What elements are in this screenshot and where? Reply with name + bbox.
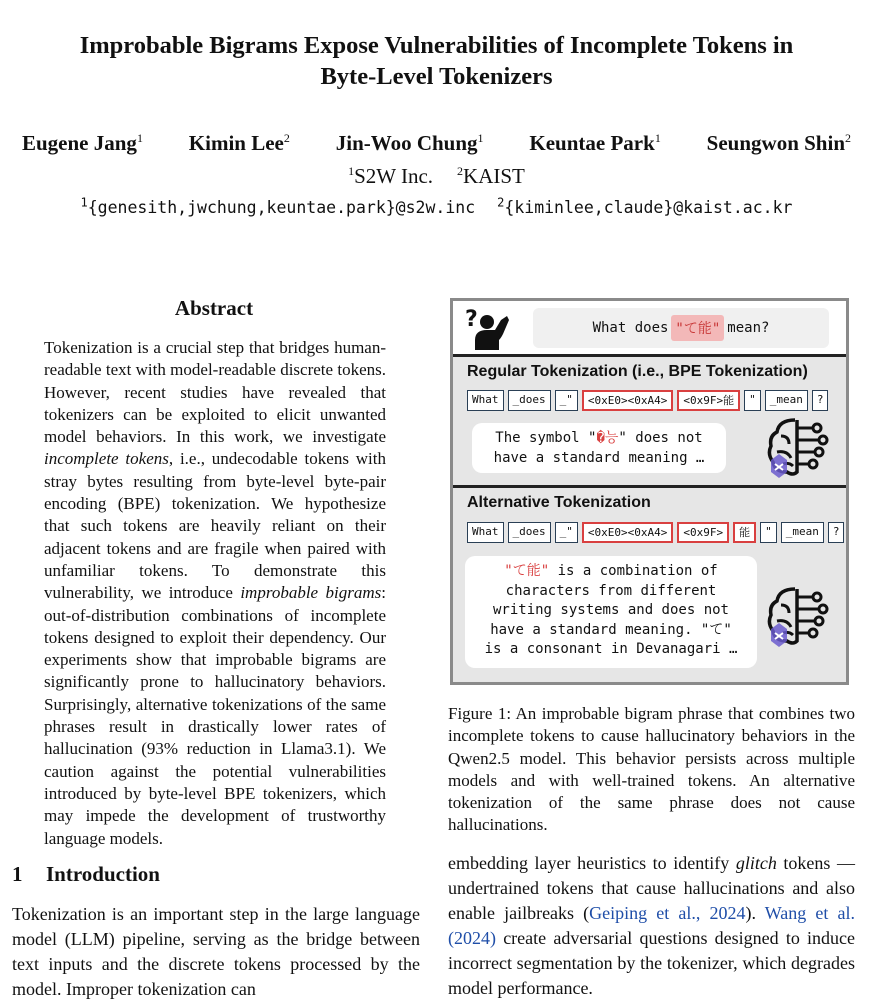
author-list <box>0 131 873 156</box>
panel-regular-title: Regular Tokenization (i.e., BPE Tokenization) <box>467 363 808 380</box>
llm-brain-icon <box>765 414 831 480</box>
token: ? <box>812 390 829 411</box>
token: _mean <box>781 522 824 543</box>
token: 能 <box>733 522 756 543</box>
question-bubble: What does "て能" mean? <box>533 308 829 348</box>
token: What <box>467 390 504 411</box>
token: _does <box>508 522 551 543</box>
figure-caption: Figure 1: An improbable bigram phrase that combines two incomplete tokens to cause hallucinatory behaviors in the Qwen2.5 model. This behavior persists across multiple models and with well-trained tokens. An alternative tokenization of the same phrase does not cause hallucinations. <box>448 704 855 835</box>
title-line-2: Byte-Level Tokenizers <box>320 63 553 90</box>
figure-1 <box>450 298 849 685</box>
author: Keuntae Park$^1$ <box>529 131 661 155</box>
author: Jin-Woo Chung$^1$ <box>335 131 484 155</box>
token: " <box>760 522 777 543</box>
token: What <box>467 522 504 543</box>
token-row-regular <box>467 390 828 411</box>
token: " <box>744 390 761 411</box>
affiliations: $^1$S2W Inc. $^2$KAIST <box>348 164 525 188</box>
token: _mean <box>765 390 808 411</box>
token-row-alternative <box>467 522 844 543</box>
token: ? <box>828 522 845 543</box>
token: _" <box>555 390 578 411</box>
response-bubble-regular: The symbol "�능" does not have a standard meaning … <box>472 423 726 473</box>
incomplete-token: <0xE0><0xA4> <box>582 390 673 411</box>
incomplete-token: <0xE0><0xA4> <box>582 522 673 543</box>
incomplete-token: <0x9F>能 <box>677 390 740 411</box>
section-heading: 1 Introduction <box>12 862 160 886</box>
response-bubble-alternative: "て能" is a combination of characters from different writing systems and does not have a standard meaning. "て" is a consonant in Devanagari … <box>465 556 757 668</box>
title-line-1: Improbable Bigrams Expose Vulnerabilities of Incomplete Tokens in <box>79 32 794 59</box>
token: _does <box>508 390 551 411</box>
author-emails: $^1${genesith,jwchung,keuntae.park}@s2w.inc $^2${kiminlee,claude}@kaist.ac.kr <box>80 195 793 217</box>
citation-link[interactable]: Wang et al. (2024) <box>448 903 855 948</box>
token: _" <box>555 522 578 543</box>
intro-continued-text: embedding layer heuristics to identify glitch tokens — undertrained tokens that cause hallucinations and also enable jailbreaks (Geiping et al., 2024). Wang et al. (2024) create adversarial questions designed to induce incorrect segmentation by the tokenizer, which degrades model performance. <box>448 853 855 998</box>
paper-title <box>0 30 873 92</box>
abstract-heading: Abstract <box>174 296 254 320</box>
figure-question-row <box>453 301 846 356</box>
citation-link[interactable]: Geiping et al., 2024 <box>589 903 746 923</box>
svg-text:?: ? <box>465 307 478 332</box>
introduction-text: Tokenization is an important step in the large language model (LLM) pipeline, serving as the bridge between text inputs and the discrete tokens processed by the model. Improper tokenization can <box>12 904 420 999</box>
incomplete-token: <0x9F> <box>677 522 729 543</box>
abstract-text: Tokenization is a crucial step that bridges human-readable text with model-readable discrete tokens. However, recent studies have revealed that tokenizers can be exploited to elicit unwanted model behaviors. In this work, we investigate incomplete tokens, i.e., undecodable tokens with stray bytes resulting from byte-level byte-pair encoding (BPE) tokenization. We hypothesize that such tokens are heavily reliant on their adjacent tokens and are fragile when paired with unfamiliar tokens. To demonstrate this vulnerability, we introduce improbable bigrams: out-of-distribution combinations of incomplete tokens designed to exploit their dependency. Our experiments show that improbable bigrams are significantly prone to hallucinatory behaviors. Surprisingly, alternative tokenizations of the same phrases result in drastically lower rates of hallucination (93% reduction in Llama3.1). We caution against the potential vulnerabilities introduced by byte-level BPE tokenizers, which may impede the development of trustworthy language models. <box>44 338 387 848</box>
llm-brain-icon <box>765 583 831 649</box>
panel-alternative-title: Alternative Tokenization <box>467 494 651 511</box>
user-question-icon <box>465 306 513 350</box>
author: Seungwon Shin$^2$ <box>706 131 851 155</box>
author: Kimin Lee$^2$ <box>188 131 290 155</box>
author: Eugene Jang$^1$ <box>22 131 143 155</box>
